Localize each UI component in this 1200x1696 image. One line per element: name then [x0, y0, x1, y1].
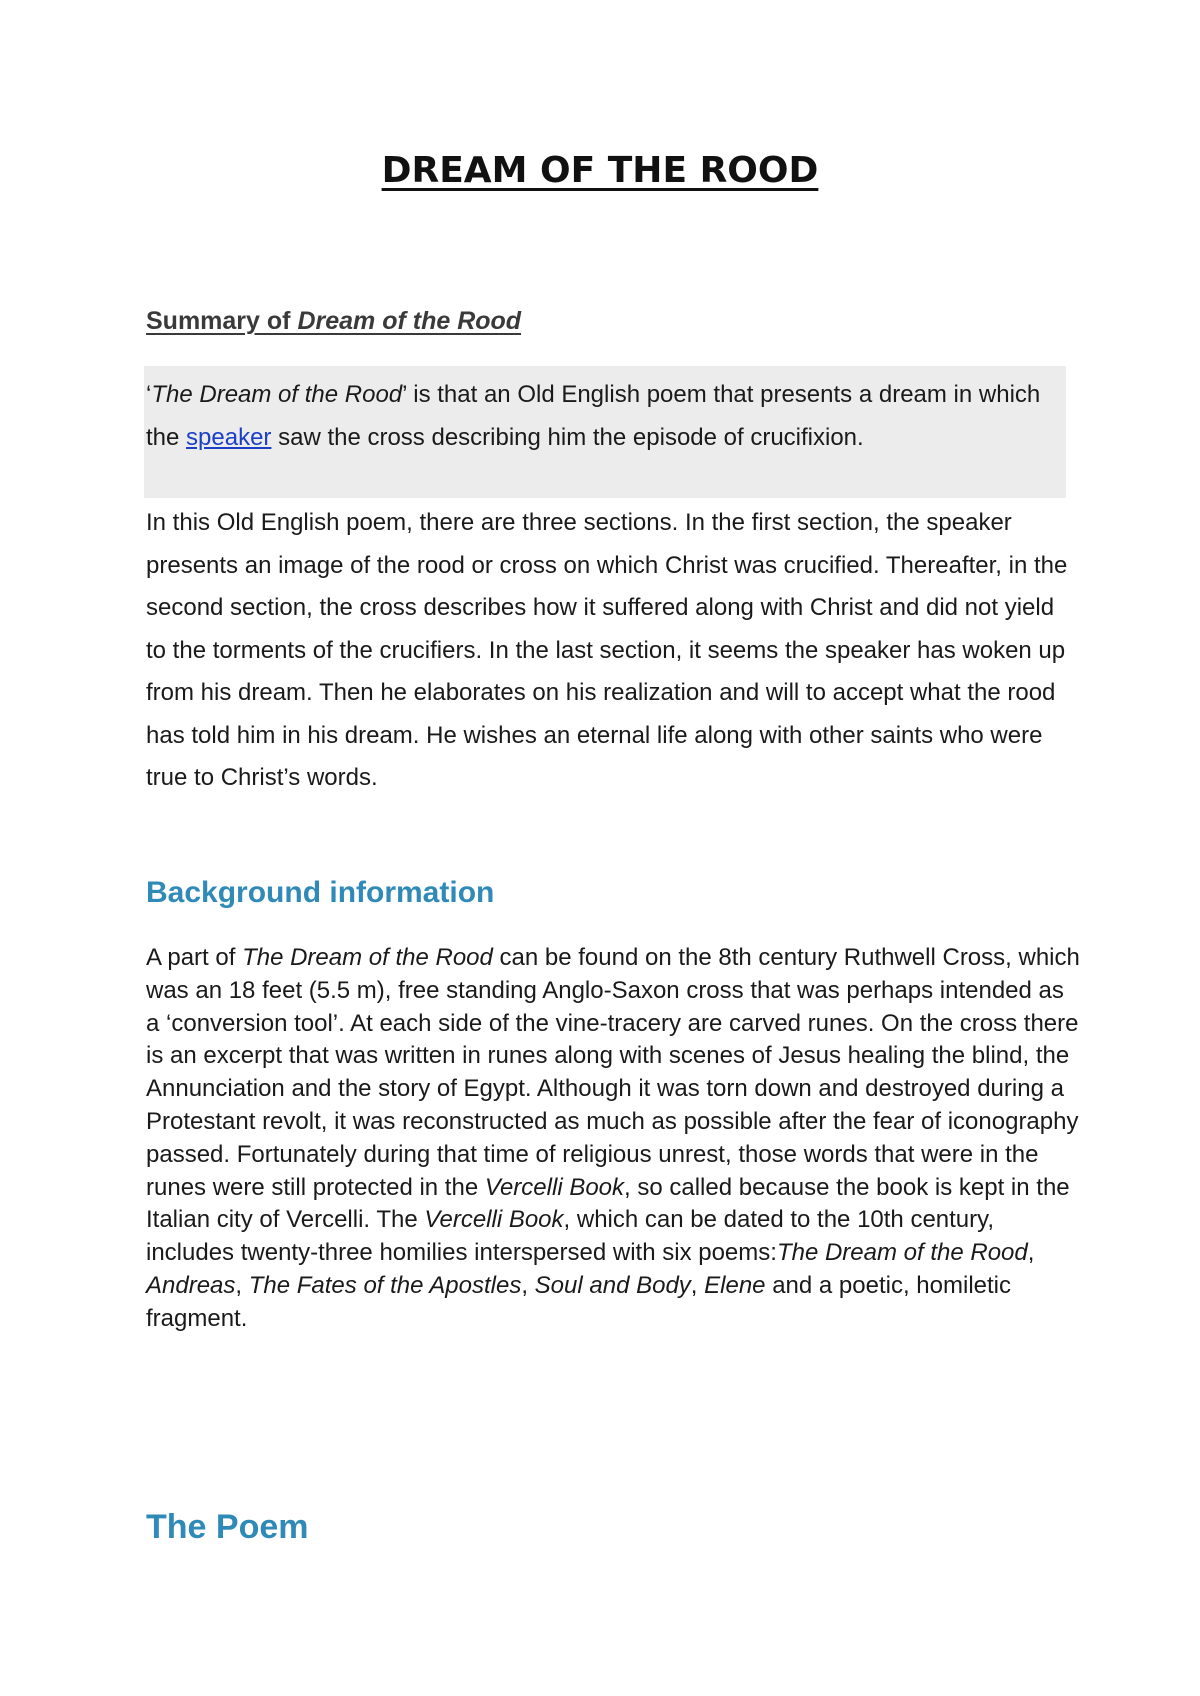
bg-text: , which can be dated to the 10th century, includes twenty-three homilies interspersed with six poems: — [146, 1206, 995, 1267]
bg-text: , — [521, 1271, 535, 1299]
bg-italic: Andreas — [146, 1271, 236, 1299]
intro-poem-title: The Dream of the Rood — [151, 381, 403, 408]
bg-text: and a poetic, homiletic fragment. — [146, 1271, 1012, 1332]
bg-text: , — [235, 1271, 249, 1299]
intro-text-1: ’ is that an Old English poem that presents a dream in which the — [146, 381, 1041, 451]
bg-italic: Vercelli Book — [484, 1173, 625, 1201]
bg-text: , — [1027, 1239, 1035, 1267]
page-title — [0, 150, 1200, 191]
intro-text-2: saw the cross describing him the episode of crucifixion. — [271, 423, 864, 451]
bg-italic: The Dream of the Rood — [776, 1239, 1028, 1267]
intro-open-quote: ‘ — [146, 381, 152, 408]
bg-italic: Soul and Body — [534, 1271, 691, 1299]
summary-heading-prefix: Summary of — [146, 307, 298, 335]
summary-heading-title: Dream of the Rood — [297, 307, 522, 335]
background-paragraph — [146, 942, 1081, 1336]
poem-heading: The Poem — [146, 1508, 309, 1546]
background-heading: Background information — [146, 876, 495, 909]
summary-heading — [146, 307, 521, 336]
bg-text: , so called because the book is kept in the Italian city of Vercelli. The — [146, 1173, 1070, 1234]
bg-text: A part of — [146, 944, 243, 971]
bg-italic: Vercelli Book — [424, 1206, 564, 1234]
speaker-link[interactable]: speaker — [186, 423, 272, 451]
bg-italic: Elene — [704, 1271, 766, 1299]
bg-text: , — [690, 1271, 705, 1299]
bg-italic: The Fates of the Apostles — [248, 1271, 522, 1299]
bg-text: can be found on the 8th century Ruthwell Cross, which was an 18 feet (5.5 m), free standing Anglo-Saxon cross that was perhaps intended as a ‘conversion tool’. At each side of the vine-tracery are carved runes. On the cross there is an excerpt that was written in runes along with scenes of Jesus healing the blind, the Annunciation and the story of Egypt. Although it was torn down and destroyed during a Protestant revolt, it was reconstructed as much as possible after the fear of iconography passed. Fortunately during that time of religious unrest, those words that were in the runes were still protected in the — [146, 944, 1080, 1201]
bg-italic: The Dream of the Rood — [242, 944, 493, 971]
page-title-text: DREAM OF THE ROOD — [381, 150, 819, 191]
intro-paragraph — [146, 374, 1064, 459]
summary-paragraph: In this Old English poem, there are three sections. In the first section, the speaker presents an image of the rood or cross on which Christ was crucified. Thereafter, in the second section, the cross describes how it suffered along with Christ and did not yield to the torments of the crucifiers. In the last section, it seems the speaker has woken up from his dream. Then he elaborates on his realization and will to accept what the rood has told him in his dream. He wishes an eternal life along with other saints who were true to Christ’s words. — [146, 509, 1068, 791]
